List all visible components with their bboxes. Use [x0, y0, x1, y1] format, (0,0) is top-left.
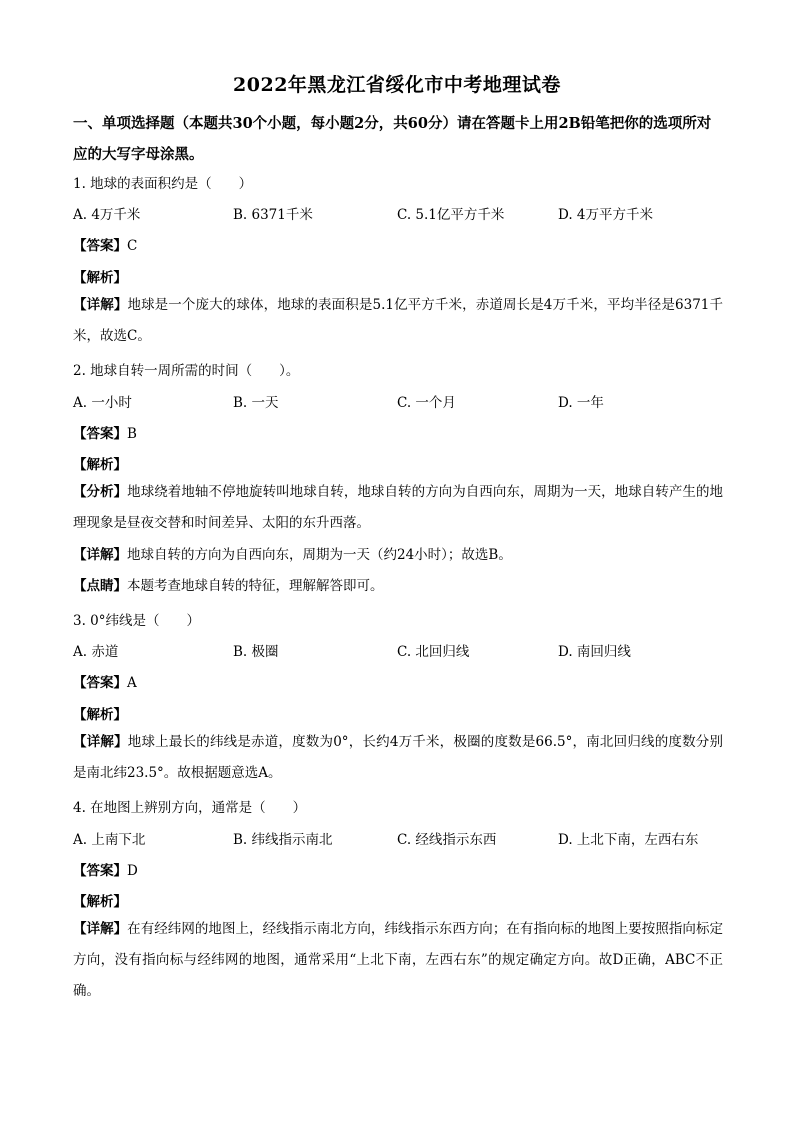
answer-tag: 【答案】: [73, 426, 127, 442]
detail-text: 地球自转的方向为自西向东，周期为一天（约24小时）；故选B。: [127, 547, 512, 563]
analysis-tag: 【解析】: [73, 457, 127, 473]
question-4-stem: 4. 在地图上辨别方向，通常是（ ）: [73, 800, 307, 816]
analysis-tag: 【解析】: [73, 707, 127, 723]
question-2-dianjing: [73, 571, 723, 602]
detail-tag: 【详解】: [73, 547, 127, 563]
answer-tag: 【答案】: [73, 675, 127, 691]
question-1-stem: 1. 地球的表面积约是（ ）: [73, 176, 253, 192]
question-1-detail: [73, 290, 723, 352]
answer-value: D: [127, 863, 138, 879]
question-4-detail: [73, 914, 723, 1007]
question-3-option-c: C. 北回归线: [397, 644, 470, 660]
question-4-answer: [73, 859, 138, 879]
answer-tag: 【答案】: [73, 238, 127, 254]
question-2-analysis-tag: [73, 453, 127, 473]
detail-text: 地球是一个庞大的球体，地球的表面积是5.1亿平方千米，赤道周长是4万千米，平均半径是6371千米，故选C。: [73, 297, 723, 344]
question-2-option-a: A. 一小时: [73, 395, 132, 411]
question-1-option-a: A. 4万千米: [73, 207, 141, 223]
question-3-analysis-tag: [73, 703, 127, 723]
question-2-fenxi: [73, 477, 723, 539]
question-4-option-a: A. 上南下北: [73, 832, 146, 848]
question-1-analysis-tag: [73, 266, 127, 286]
question-2-option-c: C. 一个月: [397, 395, 456, 411]
detail-text: 在有经纬网的地图上，经线指示南北方向，纬线指示东西方向；在有指向标的地图上要按照指向标定方向，没有指向标与经纬网的地图，通常采用“上北下南，左西右东”的规定确定方向。故D正确，ABC不正确。: [73, 921, 724, 999]
answer-value: A: [127, 675, 137, 691]
analysis-tag: 【解析】: [73, 270, 127, 286]
question-3-answer: [73, 671, 137, 691]
question-4-option-c: C. 经线指示东西: [397, 832, 497, 848]
question-3-stem: 3. 0°纬线是（ ）: [73, 613, 201, 629]
question-3-option-a: A. 赤道: [73, 644, 119, 660]
detail-tag: 【详解】: [73, 921, 128, 937]
question-4-option-d: D. 上北下南，左西右东: [558, 832, 699, 848]
dianjing-tag: 【点睛】: [73, 578, 127, 594]
question-1-option-c: C. 5.1亿平方千米: [397, 207, 505, 223]
analysis-tag: 【解析】: [73, 894, 127, 910]
detail-tag: 【详解】: [73, 297, 128, 313]
detail-tag: 【详解】: [73, 734, 128, 750]
question-4-option-b: B. 纬线指示南北: [233, 832, 333, 848]
question-1-answer: [73, 234, 137, 254]
page-title: 2022年黑龙江省绥化市中考地理试卷: [233, 74, 561, 96]
answer-tag: 【答案】: [73, 863, 127, 879]
question-1-option-d: D. 4万平方千米: [558, 207, 654, 223]
answer-value: B: [127, 426, 137, 442]
question-2-option-d: D. 一年: [558, 395, 604, 411]
question-2-stem: 2. 地球自转一周所需的时间（ ）。: [73, 363, 300, 379]
question-4-analysis-tag: [73, 890, 127, 910]
fenxi-tag: 【分析】: [73, 484, 128, 500]
question-3-detail: [73, 727, 723, 789]
dianjing-text: 本题考查地球自转的特征，理解解答即可。: [127, 578, 384, 594]
question-2-detail: [73, 540, 723, 571]
question-2-answer: [73, 422, 137, 442]
question-3-option-b: B. 极圈: [233, 644, 279, 660]
question-3-option-d: D. 南回归线: [558, 644, 631, 660]
question-1-option-b: B. 6371千米: [233, 207, 313, 223]
section-heading: 一、单项选择题（本题共30个小题，每小题2分，共60分）请在答题卡上用2B铅笔把你的选项所对应的大写字母涂黑。: [73, 115, 712, 163]
detail-text: 地球上最长的纬线是赤道，度数为0°，长约4万千米，极圈的度数是66.5°，南北回归线的度数分别是南北纬23.5°。故根据题意选A。: [73, 734, 723, 781]
answer-value: C: [127, 238, 138, 254]
fenxi-text: 地球绕着地轴不停地旋转叫地球自转，地球自转的方向为自西向东，周期为一天，地球自转产生的地理现象是昼夜交替和时间差异、太阳的东升西落。: [73, 484, 724, 531]
question-2-option-b: B. 一天: [233, 395, 279, 411]
